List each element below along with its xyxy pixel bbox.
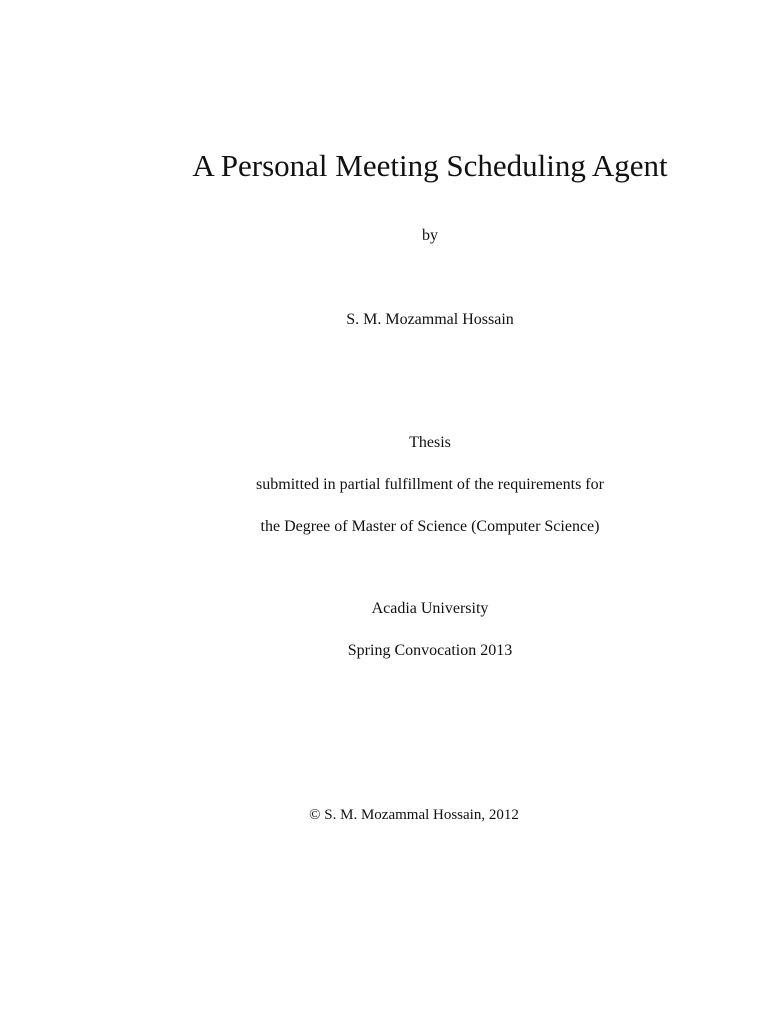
by-label: by — [422, 227, 438, 244]
convocation-date: Spring Convocation 2013 — [347, 642, 513, 659]
university-name: Acadia University — [371, 600, 489, 617]
submission-statement: submitted in partial fulfillment of the requirements for — [256, 476, 604, 493]
copyright-notice: © S. M. Mozammal Hossain, 2012 — [309, 807, 519, 823]
author-name: S. M. Mozammal Hossain — [346, 311, 514, 328]
document-type: Thesis — [409, 434, 451, 451]
document-title: A Personal Meeting Scheduling Agent — [192, 148, 668, 183]
degree-statement: the Degree of Master of Science (Computer Science) — [260, 518, 600, 535]
